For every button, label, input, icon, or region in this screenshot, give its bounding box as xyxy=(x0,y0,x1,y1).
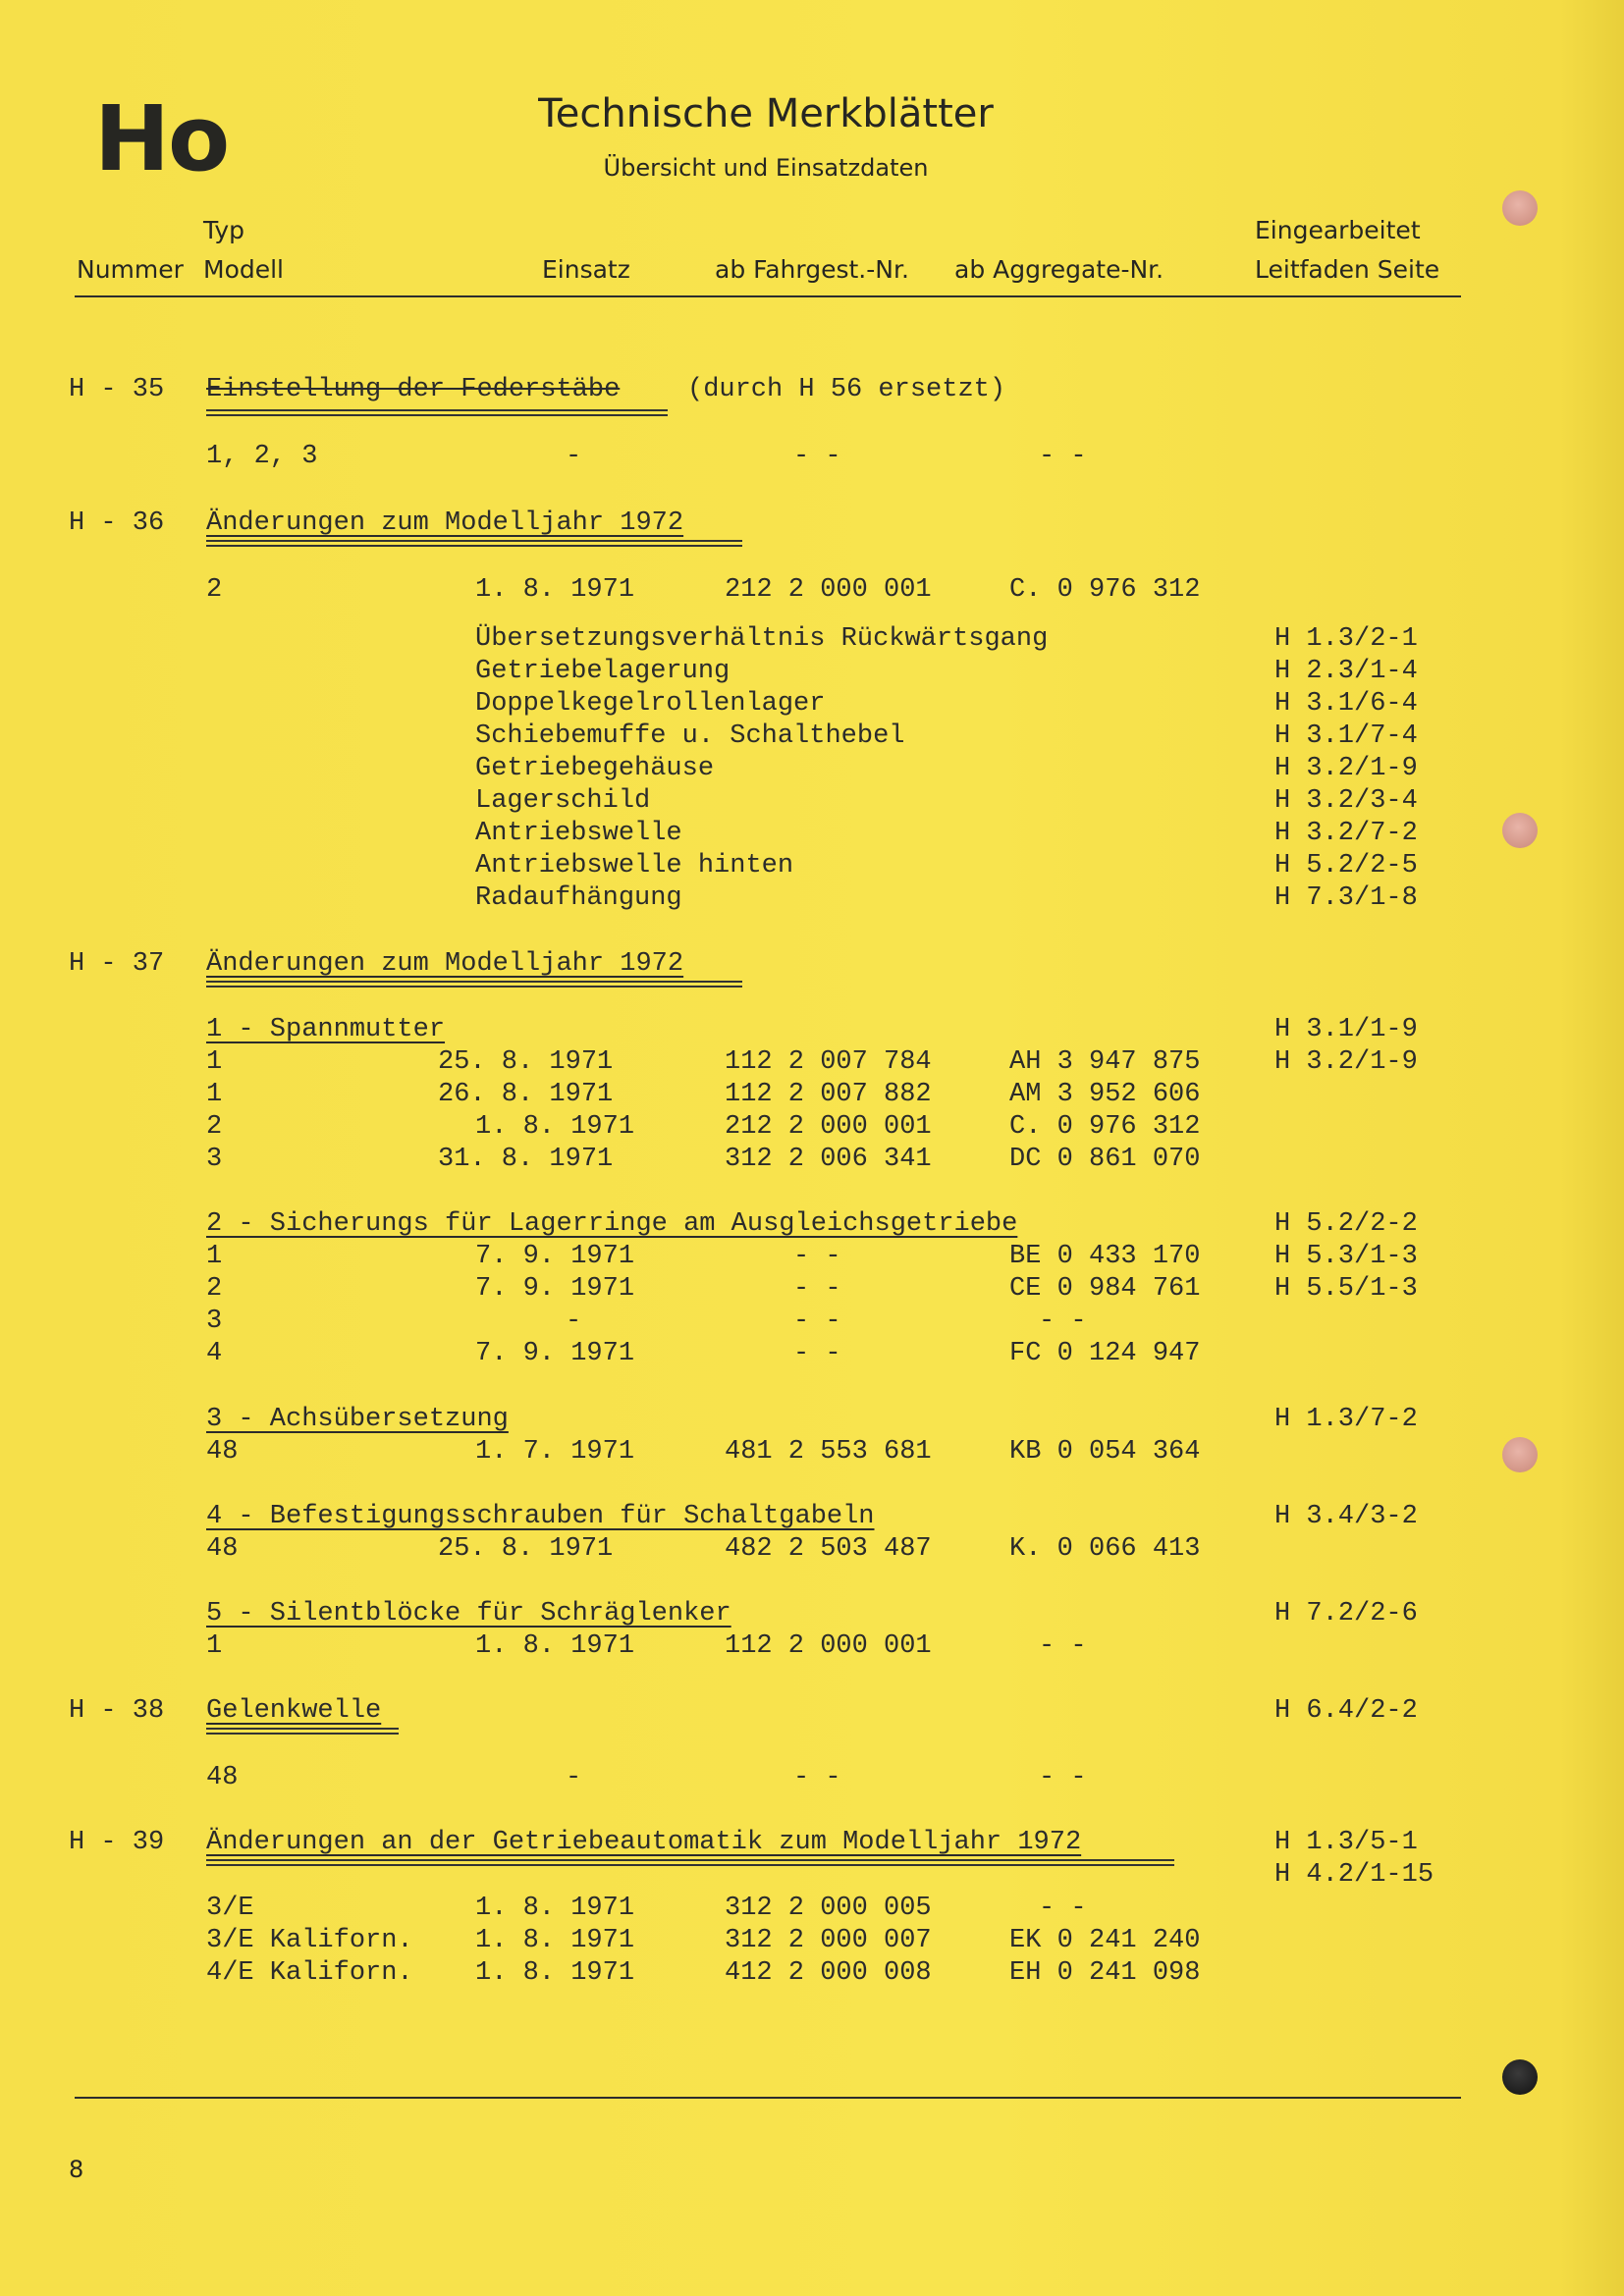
list-item: Schiebemuffe u. Schalthebel xyxy=(475,721,905,751)
aggregate-cell: DC 0 861 070 xyxy=(1009,1145,1201,1174)
aggregate-cell: - - xyxy=(1039,1894,1087,1923)
fahrgest-cell: 312 2 006 341 xyxy=(725,1145,932,1174)
einsatz-cell: 1. 8. 1971 xyxy=(475,575,635,605)
einsatz-cell: 1. 8. 1971 xyxy=(475,1112,635,1142)
aggregate-cell: - - xyxy=(1039,1307,1087,1336)
aggregate-cell: EH 0 241 098 xyxy=(1009,1958,1201,1988)
einsatz-cell: - xyxy=(566,1307,582,1336)
list-item: Lagerschild xyxy=(475,786,651,816)
col-header-einsatz: Einsatz xyxy=(542,255,630,284)
leitfaden-page: H 5.3/1-3 xyxy=(1274,1242,1418,1271)
einsatz-cell: 26. 8. 1971 xyxy=(438,1080,614,1109)
section-heading: 5 - Silentblöcke für Schräglenker xyxy=(206,1599,731,1629)
typ-cell: 1 xyxy=(206,1080,223,1109)
aggregate-cell: AH 3 947 875 xyxy=(1009,1047,1201,1077)
einsatz-cell: 1. 8. 1971 xyxy=(475,1926,635,1955)
fahrgest-cell: 212 2 000 001 xyxy=(725,575,932,605)
fahrgest-cell: - - xyxy=(793,1274,841,1304)
punch-hole xyxy=(1502,2059,1538,2095)
entry-number: H - 39 xyxy=(69,1828,165,1857)
section-heading: 1 - Spannmutter xyxy=(206,1015,446,1044)
einsatz-cell: - xyxy=(566,442,582,471)
typ-cell: 48 xyxy=(206,1437,239,1467)
entry-title: Gelenkwelle xyxy=(206,1696,382,1726)
punch-hole xyxy=(1502,1437,1538,1472)
aggregate-cell: KB 0 054 364 xyxy=(1009,1437,1201,1467)
leitfaden-page: H 3.2/3-4 xyxy=(1274,786,1418,816)
fahrgest-cell: 482 2 503 487 xyxy=(725,1534,932,1564)
fahrgest-cell: 112 2 000 001 xyxy=(725,1631,932,1661)
einsatz-cell: 1. 8. 1971 xyxy=(475,1631,635,1661)
typ-cell: 4/E Kaliforn. xyxy=(206,1958,413,1988)
aggregate-cell: C. 0 976 312 xyxy=(1009,1112,1201,1142)
fahrgest-cell: 312 2 000 005 xyxy=(725,1894,932,1923)
leitfaden-page: H 3.1/7-4 xyxy=(1274,721,1418,751)
einsatz-cell: - xyxy=(566,1763,582,1792)
fahrgest-cell: 312 2 000 007 xyxy=(725,1926,932,1955)
einsatz-cell: 25. 8. 1971 xyxy=(438,1047,614,1077)
leitfaden-page: H 1.3/7-2 xyxy=(1274,1405,1418,1434)
section-heading: 2 - Sicherungs für Lagerringe am Ausgleichsgetriebe xyxy=(206,1209,1018,1239)
typ-cell: 2 xyxy=(206,1274,223,1304)
leitfaden-page: H 4.2/1-15 xyxy=(1274,1860,1435,1890)
aggregate-cell: - - xyxy=(1039,1631,1087,1661)
page-subtitle: Übersicht und Einsatzdaten xyxy=(603,154,929,182)
punch-hole xyxy=(1502,813,1538,848)
fahrgest-cell: - - xyxy=(793,1307,841,1336)
list-item: Radaufhängung xyxy=(475,883,682,913)
col-header-typ: Typ xyxy=(203,216,245,244)
leitfaden-page: H 6.4/2-2 xyxy=(1274,1696,1418,1726)
typ-cell: 2 xyxy=(206,575,223,605)
einsatz-cell: 7. 9. 1971 xyxy=(475,1274,635,1304)
ho-logo: Ho xyxy=(94,86,229,191)
page-number: 8 xyxy=(69,2156,84,2183)
col-header-modell: Modell xyxy=(203,255,285,284)
leitfaden-page: H 1.3/2-1 xyxy=(1274,624,1418,654)
entry-number: H - 37 xyxy=(69,949,165,979)
entry-title: Änderungen an der Getriebeautomatik zum Modelljahr 1972 xyxy=(206,1828,1082,1857)
fahrgest-cell: - - xyxy=(793,1763,841,1792)
double-underline xyxy=(206,540,742,547)
aggregate-cell: BE 0 433 170 xyxy=(1009,1242,1201,1271)
aggregate-cell: C. 0 976 312 xyxy=(1009,575,1201,605)
leitfaden-page: H 7.3/1-8 xyxy=(1274,883,1418,913)
leitfaden-page: H 5.2/2-5 xyxy=(1274,851,1418,881)
col-header-leitfaden: Leitfaden Seite xyxy=(1255,255,1440,284)
fahrgest-cell: - - xyxy=(793,1339,841,1368)
aggregate-cell: FC 0 124 947 xyxy=(1009,1339,1201,1368)
entry-note: (durch H 56 ersetzt) xyxy=(687,375,1006,404)
fahrgest-cell: 112 2 007 882 xyxy=(725,1080,932,1109)
typ-cell: 1 xyxy=(206,1631,223,1661)
entry-title-struck: Einstellung der Federstäbe xyxy=(206,375,621,404)
leitfaden-page: H 2.3/1-4 xyxy=(1274,657,1418,686)
typ-cell: 2 xyxy=(206,1112,223,1142)
double-underline xyxy=(206,409,668,416)
fahrgest-cell: 212 2 000 001 xyxy=(725,1112,932,1142)
leitfaden-page: H 3.1/1-9 xyxy=(1274,1015,1418,1044)
typ-cell: 1 xyxy=(206,1047,223,1077)
aggregate-cell: K. 0 066 413 xyxy=(1009,1534,1201,1564)
col-header-aggregate: ab Aggregate-Nr. xyxy=(954,255,1164,284)
typ-cell: 3/E xyxy=(206,1894,254,1923)
fahrgest-cell: - - xyxy=(793,442,841,471)
leitfaden-page: H 3.2/1-9 xyxy=(1274,754,1418,783)
leitfaden-page: H 3.2/1-9 xyxy=(1274,1047,1418,1077)
entry-number: H - 36 xyxy=(69,508,165,538)
aggregate-cell: AM 3 952 606 xyxy=(1009,1080,1201,1109)
einsatz-cell: 1. 8. 1971 xyxy=(475,1894,635,1923)
aggregate-cell: - - xyxy=(1039,442,1087,471)
col-header-fahrgest: ab Fahrgest.-Nr. xyxy=(715,255,909,284)
double-underline xyxy=(206,1728,399,1735)
header-divider xyxy=(75,295,1461,297)
typ-cell: 4 xyxy=(206,1339,223,1368)
einsatz-cell: 1. 7. 1971 xyxy=(475,1437,635,1467)
col-header-eingearbeitet: Eingearbeitet xyxy=(1255,216,1421,244)
list-item: Getriebelagerung xyxy=(475,657,731,686)
leitfaden-page: H 5.2/2-2 xyxy=(1274,1209,1418,1239)
fahrgest-cell: 481 2 553 681 xyxy=(725,1437,932,1467)
list-item: Getriebegehäuse xyxy=(475,754,715,783)
typ-cell: 48 xyxy=(206,1763,239,1792)
leitfaden-page: H 3.4/3-2 xyxy=(1274,1502,1418,1531)
fahrgest-cell: - - xyxy=(793,1242,841,1271)
einsatz-cell: 25. 8. 1971 xyxy=(438,1534,614,1564)
list-item: Übersetzungsverhältnis Rückwärtsgang xyxy=(475,624,1049,654)
list-item: Antriebswelle xyxy=(475,819,682,848)
fahrgest-cell: 412 2 000 008 xyxy=(725,1958,932,1988)
einsatz-cell: 7. 9. 1971 xyxy=(475,1339,635,1368)
double-underline xyxy=(206,1859,1174,1866)
aggregate-cell: EK 0 241 240 xyxy=(1009,1926,1201,1955)
list-item: Doppelkegelrollenlager xyxy=(475,689,826,719)
fahrgest-cell: 112 2 007 784 xyxy=(725,1047,932,1077)
einsatz-cell: 1. 8. 1971 xyxy=(475,1958,635,1988)
entry-number: H - 38 xyxy=(69,1696,165,1726)
typ-cell: 3 xyxy=(206,1145,223,1174)
leitfaden-page: H 5.5/1-3 xyxy=(1274,1274,1418,1304)
typ-cell: 1 xyxy=(206,1242,223,1271)
typ-cell: 3/E Kaliforn. xyxy=(206,1926,413,1955)
footer-divider xyxy=(75,2097,1461,2099)
leitfaden-page: H 1.3/5-1 xyxy=(1274,1828,1418,1857)
page-title: Technische Merkblätter xyxy=(538,91,994,136)
typ-cell: 1, 2, 3 xyxy=(206,442,318,471)
entry-title: Änderungen zum Modelljahr 1972 xyxy=(206,949,684,979)
leitfaden-page: H 7.2/2-6 xyxy=(1274,1599,1418,1629)
entry-title: Änderungen zum Modelljahr 1972 xyxy=(206,508,684,538)
typ-cell: 48 xyxy=(206,1534,239,1564)
aggregate-cell: - - xyxy=(1039,1763,1087,1792)
leitfaden-page: H 3.2/7-2 xyxy=(1274,819,1418,848)
leitfaden-page: H 3.1/6-4 xyxy=(1274,689,1418,719)
section-heading: 4 - Befestigungsschrauben für Schaltgabeln xyxy=(206,1502,875,1531)
punch-hole xyxy=(1502,190,1538,226)
col-header-nummer: Nummer xyxy=(77,255,184,284)
double-underline xyxy=(206,981,742,988)
list-item: Antriebswelle hinten xyxy=(475,851,794,881)
einsatz-cell: 31. 8. 1971 xyxy=(438,1145,614,1174)
entry-number: H - 35 xyxy=(69,375,165,404)
typ-cell: 3 xyxy=(206,1307,223,1336)
aggregate-cell: CE 0 984 761 xyxy=(1009,1274,1201,1304)
einsatz-cell: 7. 9. 1971 xyxy=(475,1242,635,1271)
section-heading: 3 - Achsübersetzung xyxy=(206,1405,509,1434)
